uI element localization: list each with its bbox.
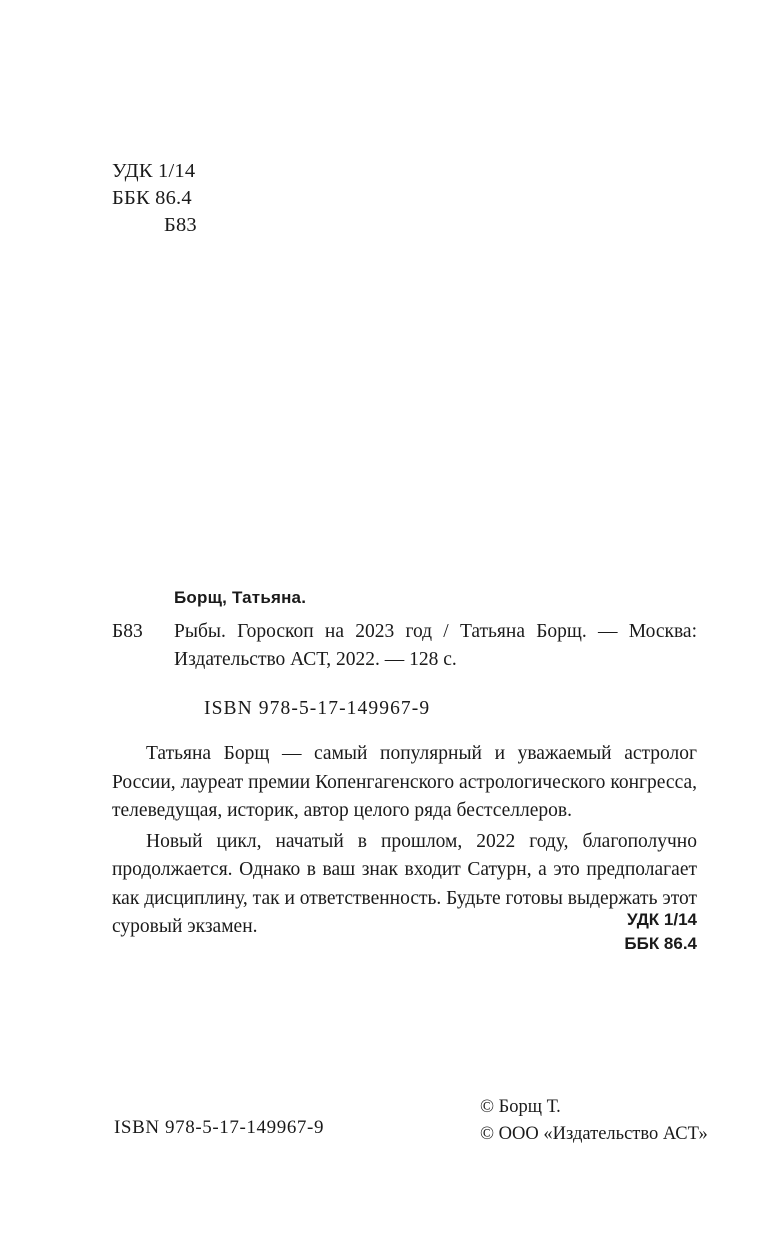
udk-right: УДК 1/14	[626, 910, 697, 929]
bbk-top: ББК 86.4	[112, 187, 192, 209]
card-description: Рыбы. Гороскоп на 2023 год / Татьяна Борщ. — Москва: Издательство АСТ, 2022. — 128 с.	[174, 621, 697, 670]
annotation-paragraph-2: Новый цикл, начатый в прошлом, 2022 году, благополучно продолжается. Однако в ваш знак входит Сатурн, а это предполагает как дисциплину, так и ответственность. Будьте готовы выдержать этот суровый экзамен.	[112, 830, 697, 937]
catalog-card	[112, 588, 697, 942]
copyright-block	[480, 1094, 708, 1148]
card-isbn: ISBN 978-5-17-149967-9	[204, 698, 431, 719]
card-author: Борщ, Татьяна.	[174, 588, 307, 607]
classification-top-block	[112, 158, 197, 239]
card-shelf-code: Б83	[112, 621, 143, 642]
classification-right-block	[112, 908, 697, 956]
footer-isbn: ISBN 978-5-17-149967-9	[114, 1117, 325, 1138]
copyright-author: © Борщ Т.	[480, 1097, 561, 1117]
udk-top: УДК 1/14	[112, 160, 196, 182]
shelf-code-top: Б83	[164, 214, 197, 236]
card-body	[112, 618, 697, 674]
annotation-paragraph-1: Татьяна Борщ — самый популярный и уважаемый астролог России, лауреат премии Копенгагенского астрологического конгресса, телеведущая, историк, автор целого ряда бестселлеров.	[112, 743, 697, 821]
bbk-right: ББК 86.4	[624, 934, 697, 953]
copyright-publisher: © ООО «Издательство АСТ»	[480, 1124, 708, 1144]
